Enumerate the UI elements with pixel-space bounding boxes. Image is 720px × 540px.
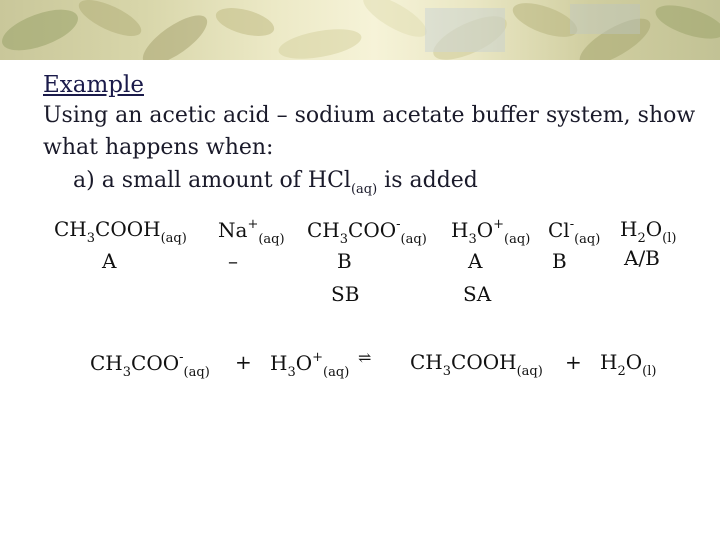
species-chloride-ion: $Cl^-_{(aq)}$ [548, 217, 601, 247]
strongest-base-label: SB [331, 282, 360, 306]
role-spectator: – [228, 249, 238, 273]
intro-line-2: what happens when: [43, 135, 274, 160]
strongest-acid-label: SA [463, 282, 492, 306]
reaction-plus-1: + [235, 350, 252, 374]
role-base-1: B [337, 249, 352, 273]
role-base-2: B [552, 249, 567, 273]
equilibrium-arrow-icon: ⇌ [358, 348, 372, 367]
role-amphoteric: A/B [624, 246, 660, 270]
product-acetic-acid: $CH_3COOH_{(aq)}$ [410, 350, 543, 379]
species-acetic-acid: $CH_3COOH_{(aq)}$ [54, 217, 187, 246]
species-hydronium-ion: $H_3O^+_{(aq)}$ [451, 217, 531, 247]
intro-line-1: Using an acetic acid – sodium acetate buffer system, show [43, 103, 696, 128]
species-water: $H_2O_{(l)}$ [620, 217, 677, 246]
role-acid-2: A [468, 249, 483, 273]
reactant-acetate-ion: $CH_3COO^-_{(aq)}$ [90, 350, 210, 380]
reactant-hydronium-ion: $H_3O^+_{(aq)}$ [270, 350, 350, 380]
product-water: $H_2O_{(l)}$ [600, 350, 657, 379]
leaf-banner [0, 0, 720, 60]
part-a-text: a) a small amount of HCl$_{(aq)}$ is added [73, 168, 478, 197]
species-sodium-ion: $Na^+_{(aq)}$ [218, 217, 285, 247]
leaf-pattern-icon [0, 0, 720, 60]
role-acid-1: A [102, 249, 117, 273]
example-heading: Example [43, 72, 144, 98]
species-acetate-ion: $CH_3COO^-_{(aq)}$ [307, 217, 427, 247]
reaction-plus-2: + [565, 350, 582, 374]
